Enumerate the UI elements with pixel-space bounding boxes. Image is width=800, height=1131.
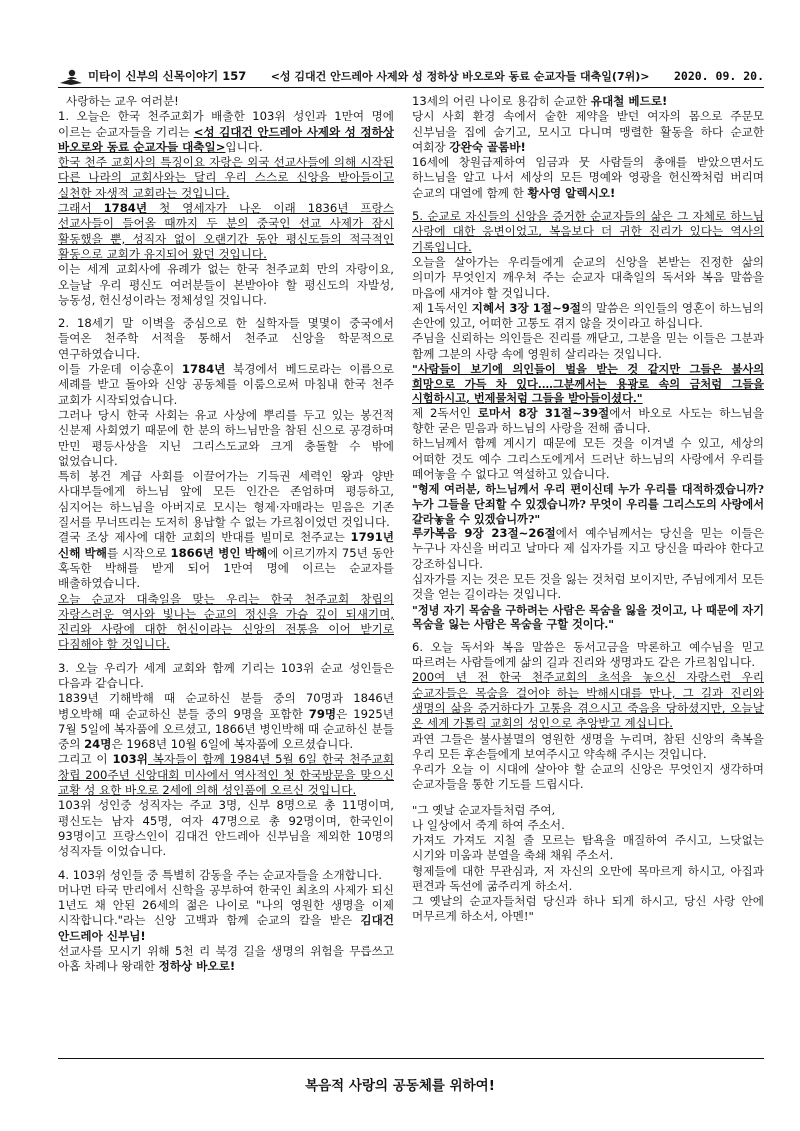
persecution-name: 1791년 신해 박해 [58, 530, 394, 560]
series-title: 미타이 신부의 신목이야기 157 [88, 68, 247, 83]
section-4-intro: 4. 103위 성인들 중 특별히 감동을 주는 순교자들을 소개합니다. [58, 867, 382, 882]
section-5-trust: 주님을 신뢰하는 의인들은 진리를 깨닫고, 그분을 믿는 이들은 그분과 함께 그분의 사랑 속에 영원히 살리라는 것입니다. [412, 331, 764, 361]
scripture-ref: 루카복음 9장 23절~26절 [412, 526, 556, 541]
section-5-first-reading [412, 301, 764, 332]
reading-priest-icon [58, 66, 84, 86]
prayer-line: 나 일상에서 죽게 하여 주소서. [412, 817, 565, 832]
text: 머나먼 타국 만리에서 신학을 공부하여 한국인 최초의 사제가 되신 1년도 채 안된 26세의 젊은 나이로 "나의 영원한 생명을 이제 시작합니다."라는 신앙 고백과 함께 순교의 칼을 받은 [58, 882, 394, 928]
section-1-identity [58, 262, 394, 308]
text: 의 말씀은 의인들의 영혼이 하느님의 손안에 있고, 어떠한 고통도 겪지 않을 것이라고 하십니다. [412, 300, 765, 331]
section-1-pride: 한국 천주 교회사의 특징이요 자랑은 외국 선교사들에 의해 시작된 다른 나라의 교회사와는 달리 우리 스스로 신앙을 받아들이고 실천한 자생적 교회라는 것입니다. [58, 155, 394, 200]
text: 북경에서 베드로라는 이름으로 세례를 받고 돌아와 신앙 공동체를 이룸으로써 마침내 한국 천주 교회가 시작되었습니다. [58, 362, 395, 407]
issue-date: 2020. 09. 20. [673, 68, 764, 83]
text: 제 1독서인 [412, 300, 472, 315]
saint-name: 정하상 바오로! [158, 959, 236, 974]
section-5-love: 하느님께서 함께 계시기 때문에 모든 것을 이겨낼 수 있고, 세상의 어떠한 것도 예수 그리스도에게서 드러난 하느님의 사랑에서 우리를 떼어놓을 수 없다고 역설하고 있습니다. [412, 436, 764, 482]
saint-name: 김대건 안드레아 신부님! [58, 913, 394, 943]
text: 결국 조상 제사에 대한 교회의 반대를 빌미로 천주교는 [58, 530, 351, 545]
text: 를 시작으로 [106, 545, 171, 560]
text: 은 1968년 10월 6일에 복자품에 오르셨습니다. [111, 737, 354, 752]
saint-name: 황사영 알렉시오! [527, 185, 616, 200]
section-4-kim [58, 883, 394, 944]
greeting: 사랑하는 교우 여러분! [66, 94, 179, 108]
section-2-persecution [58, 530, 394, 591]
section-2-equality: 특히 봉건 계급 사회를 이끌어가는 기득권 세력인 왕과 양반 사대부들에게 하느님 앞에 모든 인간은 존엄하며 평등하고, 심지어는 하느님을 아버지로 모시는 형제·자매라는 믿음은 기존 질서를 무너뜨리는 도저히 용납할 수 없는 가르침이었던 것입니다. [58, 469, 394, 530]
section-6-intro: 6. 오늘 독서와 복음 말씀은 동서고금을 막론하고 예수님을 믿고 따르려는 사람들에게 삶의 길과 진리와 생명과도 같은 가르침입니다. [412, 639, 764, 670]
section-2-resolve: 오늘 순교자 대축일을 맞는 우리는 한국 천주교회 창립의 자랑스러운 역사와 빛나는 순교의 정신을 가슴 깊이 되새기며, 진리와 사랑에 대한 헌신이라는 신앙의 전통을 이어 받기로 다짐해야 할 것입니다. [58, 591, 394, 652]
prayer-line: 형제들에 대한 무관심과, 저 자신의 오만에 목마르게 하시고, 아집과 편견과 독선에 굶주리게 하소서. [412, 863, 764, 893]
section-3-canonization [58, 752, 394, 798]
year: 1784년 [181, 362, 226, 377]
section-1-history [58, 201, 394, 262]
text: 첫 영세자가 나온 이래 1836년 프랑스 선교사들이 들어올 때까지 두 분의 중국인 선교 사제가 잠시 활동했을 뿐, 성직자 없이 오랜기간 동안 평신도들의 적극적인 활동으로 교회가 유지되어 왔던 것입니다. [58, 201, 394, 261]
saint-name: 유대철 베드로! [590, 94, 668, 108]
scripture-ref: 로마서 8장 31절~39절 [477, 405, 610, 420]
text: 당시 사회 환경 속에서 숱한 제약을 받던 여자의 몸으로 주문모 신부님을 집에 숨기고, 모시고 다니며 맹렬한 활동을 하다 순교한 여회장 [412, 109, 764, 154]
count: 103위 [112, 752, 148, 767]
text: 이들 가운데 이승훈이 [58, 362, 182, 377]
text: 입니다. [225, 139, 263, 154]
section-5-cross: 십자가를 지는 것은 모든 것을 잃는 것처럼 보이지만, 주님에게서 모든 것을 얻는 길이라는 것입니다. [412, 571, 764, 602]
text: 에서 바오로 사도는 하느님을 향한 굳은 믿음과 하느님의 사랑을 전해 줍니다. [412, 405, 765, 436]
text: 복자들이 함께 1984년 5월 6일 한국 천주교회 창립 200주년 신앙대회 미사에서 역사적인 첫 한국방문을 맞으신 교황 성 요한 바오로 2세에 의해 성인품에 오르신 것입니다. [58, 752, 394, 798]
footer-divider [58, 1058, 764, 1059]
persecution-name: 1866년 병인 박해 [170, 545, 268, 560]
section-5-intro: 5. 순교로 자신들의 신앙을 증거한 순교자들의 삶은 그 자체로 하느님 사랑에 대한 응변이었고, 복음보다 더 귀한 진리가 있다는 역사의 기록입니다. [412, 209, 764, 254]
text: 1839년 기해박해 때 순교하신 분들 중의 70명과 1846년 병오박해 때 순교하신 분들 중의 9명을 포함한 [58, 691, 394, 721]
quote-wisdom: "사람들이 보기에 의인들이 벌을 받는 것 같지만 그들은 불사의 희망으로 가득 차 있다.…그분께서는 용광로 속의 금처럼 그들을 시험하시고, 번제물처럼 그들을 받아들이셨다." [412, 362, 764, 406]
saint-name: 강완숙 골롬바! [449, 139, 526, 154]
quote-luke: "정녕 자기 목숨을 구하려는 사람은 목숨을 잃을 것이고, 나 때문에 자기 목숨을 잃는 사람은 목숨을 구할 것이다." [412, 602, 764, 632]
prayer-line: 그 옛날의 순교자들처럼 당신과 하나 되게 하시고, 당신 사랑 안에 머무르게 하소서, 아멘!" [412, 893, 764, 924]
footer-motto: 복음적 사랑의 공동체를 위하여! [305, 1078, 495, 1094]
section-6-martyrs: 200여 년 전 한국 천주교회의 초석을 놓으신 자랑스런 우리 순교자들은 목숨을 걸어야 하는 박해시대를 만나, 그 길과 진리와 생명의 삶을 증거하다가 고통을 겪으시고 죽음을 당하셨지만, 오늘날 온 세계 가톨릭 교회의 성인으로 추앙받고 계십니다. [412, 670, 764, 731]
section-4-kang [412, 109, 764, 155]
left-column [58, 94, 394, 975]
prayer-line: "그 옛날 순교자들처럼 주여, [412, 802, 556, 817]
quote-romans: "형제 여러분, 하느님께서 우리 편이신데 누가 우리를 대적하겠습니까? 누가 그들을 단죄할 수 있겠습니까? 무엇이 우리를 그리스도의 사랑에서 갈라놓을 수 있겠습니까?" [412, 482, 764, 526]
section-3-beatification [58, 691, 394, 752]
scripture-ref: 지혜서 3장 1절~9절 [471, 300, 582, 315]
text: 은 1925년 7월 5일에 복자품에 오르셨고, 1866년 병인박해 때 순교하신 분들 중의 [58, 706, 394, 752]
section-2-intro: 2. 18세기 말 이벽을 중심으로 한 실학자들 몇몇이 중국에서 들여온 천주학 서적을 통해서 천주교 신앙을 학문적으로 연구하였습니다. [58, 316, 394, 361]
text: 제 2독서인 [412, 405, 478, 420]
prayer-line: 가져도 가져도 지칠 줄 모르는 탐욕을 매질하여 주시고, 느닷없는 시기와 미움과 분열을 축쇄 채워 주소서. [412, 833, 764, 863]
section-5-meaning: 오늘을 살아가는 우리들에게 순교의 신앙을 본받는 진정한 삶의 의미가 무엇인지 깨우쳐 주는 순교자 대축일의 독서와 복음 말씀을 마음에 새겨야 할 것입니다. [412, 254, 764, 300]
section-3-intro: 3. 오늘 우리가 세계 교회와 함께 기리는 103위 순교 성인들은 다음과 같습니다. [58, 660, 394, 690]
text: 선교사를 모시기 위해 5천 리 북경 길을 생명의 위험을 무릅쓰고 아홉 차례나 왕래한 [58, 944, 394, 974]
section-4-jeong [58, 944, 394, 975]
section-6-promise: 과연 그들은 불사불멸의 영원한 생명을 누리며, 참된 신앙의 축복을 우리 모든 후손들에게 보여주시고 약속해 주시는 것입니다. [412, 731, 764, 761]
text: 1. 오늘은 한국 천주교회가 배출한 103위 성인과 1만여 명에 이르는 순교자들을 기리는 [58, 109, 394, 139]
section-4-hwang [412, 155, 764, 201]
feast-name: <성 김대건 안드레아 사제와 성 정하상 바오로와 동료 순교자들 대축일> [58, 124, 394, 154]
section-1-intro [58, 109, 394, 155]
count: 79명 [308, 706, 337, 721]
section-5-gospel [412, 526, 764, 572]
count: 24명 [84, 737, 112, 752]
section-2-baptism [58, 362, 394, 408]
text: 그래서 [58, 201, 104, 216]
feast-topic: <성 김대건 안드레아 사제와 성 정하상 바오로와 동료 순교자들 대축일(7위)> [270, 69, 650, 83]
closing-prayer [412, 803, 764, 925]
text: 에 이르기까지 75년 동안 혹독한 박해를 받게 되어 1만여 명에 이르는 순교자를 배출하였습니다. [58, 545, 394, 591]
text: 이는 세계 교회사에 유례가 없는 한국 천주교회 만의 자랑이요, 오늘날 우리 평신도 여러분들이 본받아야 할 평신도의 자발성, 능동성, 헌신성이라는 정체성일 것입니다. [58, 262, 394, 307]
section-4-yu [412, 94, 764, 109]
text: 에서 예수님께서는 당신을 믿는 이들은 누구나 자신을 버리고 날마다 제 십자가를 지고 당신을 따라야 한다고 강조하십니다. [412, 526, 764, 571]
text: 16세에 창원급제하여 임금과 뭇 사람들의 총애를 받았으면서도 하느님을 알고 나서 세상의 모든 명예와 영광을 헌신짝처럼 버리며 순교의 대열에 함께 한 [412, 155, 764, 200]
page-header [58, 64, 764, 88]
text: 그리고 이 [58, 752, 113, 767]
right-column [412, 94, 764, 924]
section-2-conflict: 그러나 당시 한국 사회는 유교 사상에 뿌리를 두고 있는 봉건적 신분제 사회였기 때문에 한 분의 하느님만을 참된 신으로 공경하며 만민 평등사상을 지닌 그리스도교와 크게 충돌할 수 밖에 없었습니다. [58, 407, 394, 468]
section-5-second-reading [412, 406, 764, 437]
year: 1784년 [103, 201, 148, 216]
section-3-composition: 103위 성인중 성직자는 주교 3명, 신부 8명으로 총 11명이며, 평신도는 남자 45명, 여자 47명으로 총 92명이며, 한국인이 93명이고 프랑스인이 김대건 안드레아 신부님을 제외한 10명의 성직자들 이었습니다. [58, 798, 394, 859]
text: 13세의 어린 나이로 용감히 순교한 [412, 94, 591, 108]
section-6-prayer-intro: 우리가 오늘 이 시대에 살아야 할 순교의 신앙은 무엇인지 생각하며 순교자들을 통한 기도를 드립시다. [412, 762, 764, 792]
